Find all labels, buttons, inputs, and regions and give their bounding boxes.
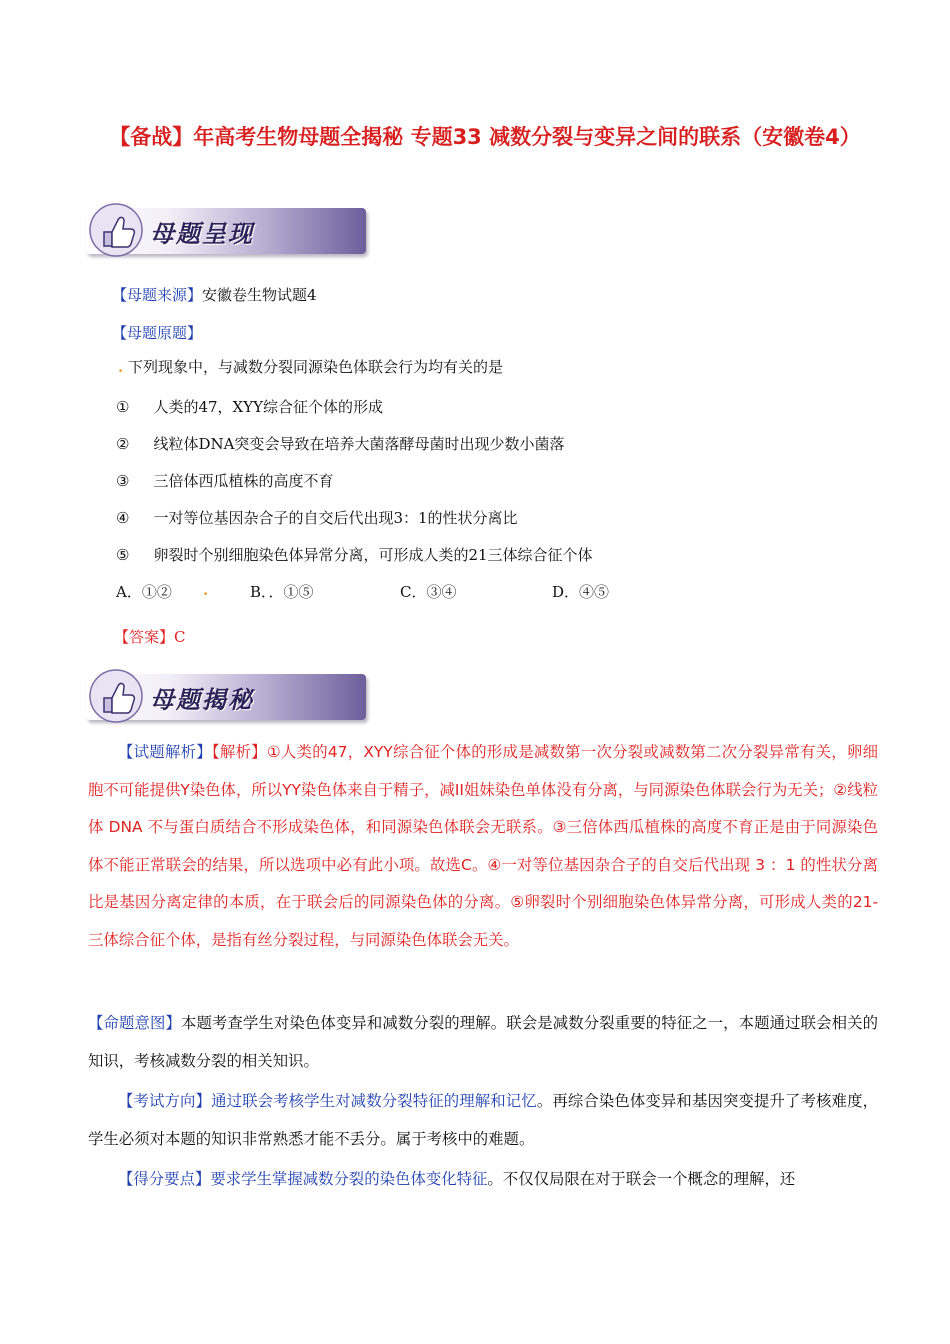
points-text: 。不仅仅局限在对于联会一个概念的理解，还 [487, 1170, 796, 1188]
intent-paragraph [88, 1004, 878, 1080]
thumbs-up-icon [88, 202, 144, 258]
list-item: ② 线粒体DNA突变会导致在培养大菌落酵母菌时出现少数小菌落 [116, 435, 565, 453]
question-line [118, 356, 503, 377]
option-b: B．．①⑤ [250, 583, 314, 601]
analysis-label: 【试题解析】 [118, 743, 212, 761]
option-d: D．④⑤ [552, 583, 610, 601]
section-banner-analysis [86, 674, 366, 720]
bullet-dot: . [203, 581, 209, 599]
original-label: 【母题原题】 [112, 324, 203, 342]
bullet-dot: . [118, 358, 124, 376]
source-text: 安徽卷生物试题4 [202, 286, 317, 304]
list-item: ④ 一对等位基因杂合子的自交后代出现3：1的性状分离比 [116, 509, 518, 527]
page-title: 【备战】年高考生物母题全揭秘 专题33 减数分裂与变异之间的联系（安徽卷4） [109, 125, 861, 149]
analysis-text: ①人类的47，XYY综合征个体的形成是减数第一次分裂或减数第二次分裂异常有关，卵细胞不可能提供Y染色体，所以YY染色体来自于精子，减II姐妹染色单体没有分离，与同源染色体联会行为无关；②线粒体 DNA 不与蛋白质结合不形成染色体，和同源染色体联会无联系。③三倍体西瓜植株的高度不育正是由于同源染色体不能正常联会的结果，所以选项中必有此小项。故选C。④一对等位基因杂合子的自交后代出现 3 ：1 的性状分离比是基因分离定律的本质，在于联会后的同源染色体的分离。⑤卵裂时个别细胞染色体异常分离，可形成人类的21-三体综合征个体，是指有丝分裂过程，与同源染色体联会无关。 [88, 743, 878, 949]
banner-title: 母题呈现 [150, 219, 254, 248]
direction-text: 。再综合染色体变异和基因突变提升了考核难度，学生必须对本题的知识非常熟悉才能不丢分。属于考核中的难题。 [88, 1092, 878, 1148]
banner-title: 母题揭秘 [150, 685, 254, 714]
list-item: ⑤ 卵裂时个别细胞染色体异常分离，可形成人类的21三体综合征个体 [116, 546, 593, 564]
points-lead: 要求学生掌握减数分裂的染色体变化特征 [210, 1170, 488, 1188]
analysis-paragraph [88, 734, 878, 960]
direction-paragraph [88, 1082, 878, 1158]
source-label: 【母题来源】 [112, 286, 203, 304]
answer-label: 【答案】 [114, 628, 175, 646]
list-item: ③ 三倍体西瓜植株的高度不育 [116, 472, 334, 490]
section-banner-presentation [86, 208, 366, 254]
list-item: ① 人类的47，XYY综合征个体的形成 [116, 398, 384, 416]
question-text: 下列现象中，与减数分裂同源染色体联会行为均有关的是 [128, 358, 504, 376]
answer-line [114, 626, 186, 647]
analysis-label-2: 【解析】 [211, 743, 267, 761]
option-c: C．③④ [400, 583, 457, 601]
points-paragraph [88, 1160, 878, 1198]
thumbs-up-icon [88, 668, 144, 724]
points-label: 【得分要点】 [118, 1170, 211, 1188]
answer-value: C [174, 628, 186, 646]
option-a: A．①② [116, 583, 172, 601]
direction-lead: 通过联会考核学生对减数分裂特征的理解和记忆 [211, 1092, 537, 1110]
intent-label: 【命题意图】 [88, 1014, 181, 1032]
source-line [112, 284, 317, 305]
direction-label: 【考试方向】 [118, 1092, 212, 1110]
intent-text: 本题考查学生对染色体变异和减数分裂的理解。联会是减数分裂重要的特征之一，本题通过联会相关的知识，考核减数分裂的相关知识。 [88, 1014, 878, 1070]
